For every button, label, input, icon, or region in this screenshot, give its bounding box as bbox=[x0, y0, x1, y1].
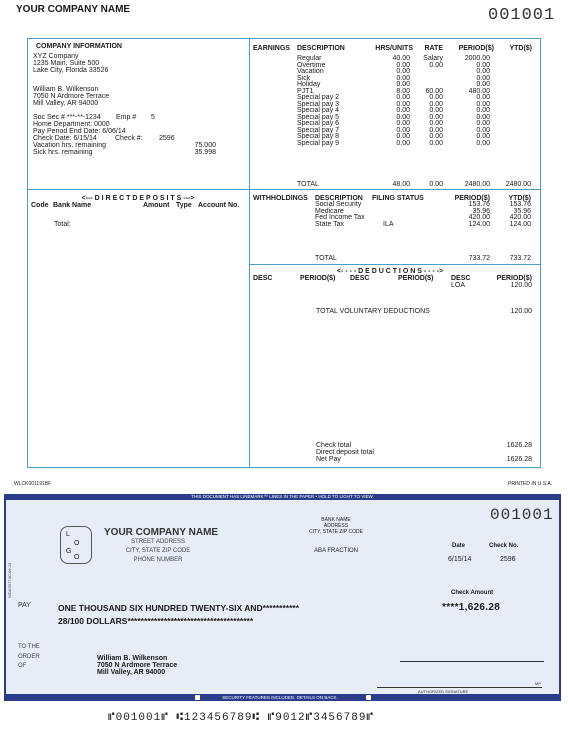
company-line: 1235 Main, Suite 500 bbox=[33, 60, 100, 67]
wh-total-ytd: 733.72 bbox=[509, 255, 531, 262]
security-features-text: SECURITY FEATURES INCLUDED. DETAILS ON BACK. bbox=[222, 695, 338, 700]
micr-line: ⑈001001⑈ ⑆123456789⑆ ⑈9012⑈3456789⑈ bbox=[108, 712, 375, 724]
stub-center-divider bbox=[249, 38, 250, 467]
emp-label: Emp # bbox=[116, 114, 137, 121]
earning-rate: 0.00 bbox=[429, 139, 443, 147]
ded-desc-header-2: DESC bbox=[350, 275, 370, 282]
pay-amount-words-line1: ONE THOUSAND SIX HUNDRED TWENTY-SIX AND*********** bbox=[58, 603, 300, 613]
bank-name: BANK NAME bbox=[321, 517, 351, 523]
earning-desc: Vacation bbox=[297, 68, 324, 75]
check-amount-label: Check Amount bbox=[451, 590, 494, 596]
dd-account-header: Account No. bbox=[198, 202, 240, 209]
rate-header: RATE bbox=[424, 45, 443, 52]
dd-total-label: Total: bbox=[54, 221, 71, 228]
form-code: WLCK001191BF bbox=[14, 481, 52, 487]
check-company-name: YOUR COMPANY NAME bbox=[104, 527, 219, 538]
sick-value: 35.998 bbox=[194, 149, 216, 156]
vacation-value: 75.000 bbox=[194, 142, 216, 149]
earnings-total-rate: 0.00 bbox=[429, 181, 443, 188]
check-number: 001001 bbox=[490, 506, 554, 524]
voluntary-deductions-label: TOTAL VOLUNTARY DEDUCTIONS bbox=[316, 308, 430, 315]
deductions-title: <- - - - D E D U C T I O N S - - - -> bbox=[336, 268, 444, 275]
earning-rate: 60.00 bbox=[425, 87, 443, 95]
mp-label: MP bbox=[535, 681, 541, 686]
earning-period: 0.00 bbox=[476, 81, 490, 88]
vacation-label: Vacation hrs. remaining bbox=[33, 142, 107, 149]
ded-entry-desc: LOA bbox=[451, 282, 466, 289]
withholding-desc: Fed Income Tax bbox=[315, 214, 365, 221]
hrs-units-header: HRS/UNITS bbox=[375, 45, 413, 52]
earning-rate: 0.00 bbox=[429, 126, 443, 134]
logo-letter: O bbox=[74, 554, 80, 561]
withholding-ytd: 35.96 bbox=[513, 207, 531, 215]
earning-period: 0.00 bbox=[476, 74, 490, 82]
check-no-value: 2596 bbox=[159, 135, 175, 142]
date-value: 6/15/14 bbox=[448, 556, 472, 563]
check-no-value: 2596 bbox=[500, 556, 516, 563]
payee-line: William B. Wilkenson bbox=[97, 655, 168, 662]
date-label: Date bbox=[452, 543, 466, 549]
earning-period: 0.00 bbox=[476, 113, 490, 121]
authorized-signature-label: AUTHORIZED SIGNATURE bbox=[418, 689, 469, 694]
company-line: XYZ Company bbox=[33, 53, 79, 60]
withholding-period: 124.00 bbox=[468, 220, 490, 228]
earning-desc: Special pay 3 bbox=[297, 100, 340, 108]
dd-type-header: Type bbox=[176, 202, 192, 209]
logo-letter: L bbox=[66, 531, 70, 538]
earning-period: 0.00 bbox=[476, 61, 490, 69]
check-total-value: 1626.28 bbox=[506, 442, 532, 449]
withholding-desc: Medicare bbox=[315, 207, 344, 215]
earning-hrs: 0.00 bbox=[396, 126, 410, 134]
check-date: Check Date: 6/15/14 bbox=[33, 135, 97, 142]
earning-desc: Holiday bbox=[297, 81, 321, 88]
ytd-header: YTD($) bbox=[509, 45, 532, 52]
home-department: Home Department: 0000 bbox=[33, 121, 110, 128]
earning-hrs: 0.00 bbox=[396, 61, 410, 69]
description-header: DESCRIPTION bbox=[297, 45, 345, 52]
wh-period-header: PERIOD($) bbox=[454, 195, 490, 202]
withholding-desc: State Tax bbox=[315, 220, 345, 228]
earning-period: 0.00 bbox=[476, 120, 490, 127]
bank-address: ADDRESS bbox=[323, 523, 349, 529]
signature-line bbox=[377, 687, 542, 688]
to-the-label: TO THE bbox=[18, 644, 40, 650]
wh-total-period: 733.72 bbox=[468, 255, 490, 262]
earning-rate: 0.00 bbox=[429, 133, 443, 140]
aba-fraction: ABA FRACTION bbox=[313, 548, 358, 554]
printed-in-usa: PRINTED IN U.S.A. bbox=[508, 481, 553, 487]
wh-ytd-header: YTD($) bbox=[508, 195, 531, 202]
earning-hrs: 0.00 bbox=[396, 113, 410, 121]
earning-desc: Special pay 2 bbox=[297, 94, 340, 101]
earning-hrs: 0.00 bbox=[396, 100, 410, 108]
check-total-label: Check total bbox=[316, 442, 352, 449]
earning-desc: Special pay 8 bbox=[297, 133, 340, 140]
earning-rate: 0.00 bbox=[429, 61, 443, 69]
linemark-text: THIS DOCUMENT HAS LINEMARK™ LINES IN THE PAPER • HOLD TO LIGHT TO VIEW. bbox=[191, 494, 374, 499]
employee-line: Mill Valley, AR 94000 bbox=[33, 100, 99, 107]
earning-hrs: 0.00 bbox=[396, 68, 410, 75]
earning-period: 0.00 bbox=[476, 94, 490, 101]
dd-code-header: Code bbox=[31, 202, 49, 209]
direct-deposits-title: <--- D I R E C T D E P O S I T S ---> bbox=[81, 195, 195, 202]
direct-deposit-total-label: Direct deposit total bbox=[316, 449, 374, 456]
withholding-period: 420.00 bbox=[468, 214, 490, 221]
net-pay-label: Net Pay bbox=[316, 456, 341, 463]
withholdings-header: WITHHOLDINGS bbox=[253, 195, 308, 202]
earning-hrs: 0.00 bbox=[396, 94, 410, 101]
check-number-header: 001001 bbox=[488, 6, 556, 25]
earning-period: 0.00 bbox=[476, 126, 490, 134]
withholding-period: 153.76 bbox=[468, 201, 490, 208]
employee-line: William B. Wilkenson bbox=[33, 86, 99, 93]
dd-amount-header: Amount bbox=[143, 202, 170, 209]
earning-desc: Overtime bbox=[297, 61, 326, 69]
earning-rate: Salary bbox=[423, 55, 443, 62]
order-label: ORDER bbox=[18, 654, 40, 660]
earning-rate: 0.00 bbox=[429, 94, 443, 101]
earning-period: 0.00 bbox=[476, 68, 490, 75]
ded-entry-value: 120.00 bbox=[510, 282, 532, 289]
pay-period-end: Pay Period End Date: 6/06/14 bbox=[33, 128, 126, 135]
wh-filing-status-header: FILING STATUS bbox=[372, 195, 424, 202]
soc-sec: Soc Sec # ***-**-1234 bbox=[33, 114, 101, 121]
earning-hrs: 0.00 bbox=[396, 81, 410, 88]
earnings-total-ytd: 2480.00 bbox=[505, 181, 531, 188]
withholding-ytd: 124.00 bbox=[509, 220, 531, 228]
emp-value: 5 bbox=[151, 114, 155, 121]
earnings-total-period: 2480.00 bbox=[464, 181, 490, 188]
check-street: STREET ADDRESS bbox=[131, 539, 185, 545]
stub-row-divider bbox=[27, 189, 540, 190]
earning-period: 0.00 bbox=[476, 100, 490, 108]
earning-hrs: 0.00 bbox=[396, 133, 410, 140]
check-city: CITY, STATE ZIP CODE bbox=[125, 548, 191, 554]
withholding-desc: Social Security bbox=[315, 201, 362, 208]
earning-desc: Special pay 5 bbox=[297, 113, 340, 121]
earning-rate: 0.00 bbox=[429, 107, 443, 114]
pay-label: PAY bbox=[18, 602, 31, 609]
side-code: WDAS0774C-06-13 bbox=[7, 562, 12, 598]
earning-desc: Regular bbox=[297, 55, 322, 62]
logo bbox=[60, 526, 92, 564]
earnings-header: EARNINGS bbox=[253, 45, 290, 52]
check-phone: PHONE NUMBER bbox=[133, 557, 183, 563]
earning-period: 480.00 bbox=[468, 87, 490, 95]
company-line: Lake City, Florida 33526 bbox=[33, 67, 109, 74]
withholding-ytd: 153.76 bbox=[509, 201, 531, 208]
check-no-label: Check #: bbox=[115, 135, 143, 142]
earning-hrs: 8.00 bbox=[396, 87, 410, 95]
ded-desc-header-1: DESC bbox=[253, 275, 273, 282]
wh-description-header: DESCRIPTION bbox=[315, 195, 363, 202]
withholding-ytd: 420.00 bbox=[509, 214, 531, 221]
earnings-total-hrs: 48.00 bbox=[392, 181, 410, 188]
period-header: PERIOD($) bbox=[458, 45, 494, 52]
earning-period: 2000.00 bbox=[464, 55, 490, 62]
wh-total-label: TOTAL bbox=[315, 255, 337, 262]
ded-period-header-1: PERIOD($) bbox=[300, 275, 336, 282]
logo-letter: G bbox=[66, 548, 72, 555]
sick-label: Sick hrs. remaining bbox=[33, 149, 93, 156]
net-pay-value: 1626.28 bbox=[506, 456, 532, 463]
check-amount-value: ****1,626.28 bbox=[442, 602, 501, 613]
withholding-status: ILA bbox=[383, 220, 394, 228]
earning-desc: Special pay 6 bbox=[297, 120, 340, 127]
ded-desc-header-3: DESC bbox=[451, 275, 471, 282]
memo-line bbox=[400, 661, 544, 662]
withholding-period: 35.96 bbox=[472, 207, 490, 215]
bank-city: CITY, STATE ZIP CODE bbox=[309, 529, 363, 535]
check-no-label: Check No. bbox=[489, 543, 519, 549]
earning-rate: 0.00 bbox=[429, 120, 443, 127]
deductions-divider bbox=[249, 264, 540, 265]
earnings-total-label: TOTAL bbox=[297, 181, 319, 188]
earning-desc: Special pay 4 bbox=[297, 107, 340, 114]
earning-period: 0.00 bbox=[476, 133, 490, 140]
voluntary-deductions-value: 120.00 bbox=[510, 308, 532, 315]
earning-desc: Special pay 7 bbox=[297, 126, 340, 134]
pay-amount-words-line2: 28/100 DOLLARS************************************** bbox=[58, 616, 254, 626]
earning-desc: Special pay 9 bbox=[297, 139, 340, 147]
check-body bbox=[4, 494, 561, 700]
company-info-title: COMPANY INFORMATION bbox=[36, 43, 122, 50]
earning-hrs: 0.00 bbox=[396, 120, 410, 127]
earning-rate: 0.00 bbox=[429, 100, 443, 108]
lock-icon bbox=[366, 695, 371, 700]
ded-period-header-2: PERIOD($) bbox=[398, 275, 434, 282]
of-label: OF bbox=[18, 663, 27, 669]
logo-letter: O bbox=[74, 540, 80, 547]
earning-hrs: 0.00 bbox=[396, 139, 410, 147]
employee-line: 7050 N Ardmore Terrace bbox=[33, 93, 110, 100]
payee-line: 7050 N Ardmore Terrace bbox=[97, 662, 178, 669]
earning-desc: PJT1 bbox=[297, 87, 314, 95]
company-name-header: YOUR COMPANY NAME bbox=[16, 4, 131, 15]
payee-line: Mill Valley, AR 94000 bbox=[97, 669, 166, 676]
earning-hrs: 40.00 bbox=[392, 55, 410, 62]
dd-bank-name-header: Bank Name bbox=[53, 202, 92, 209]
ded-period-header-3: PERIOD($) bbox=[496, 275, 532, 282]
earning-rate: 0.00 bbox=[429, 113, 443, 121]
earning-hrs: 0.00 bbox=[396, 107, 410, 114]
earning-hrs: 0.00 bbox=[396, 74, 410, 82]
earning-period: 0.00 bbox=[476, 107, 490, 114]
earning-desc: Sick bbox=[297, 74, 311, 82]
earning-period: 0.00 bbox=[476, 139, 490, 147]
